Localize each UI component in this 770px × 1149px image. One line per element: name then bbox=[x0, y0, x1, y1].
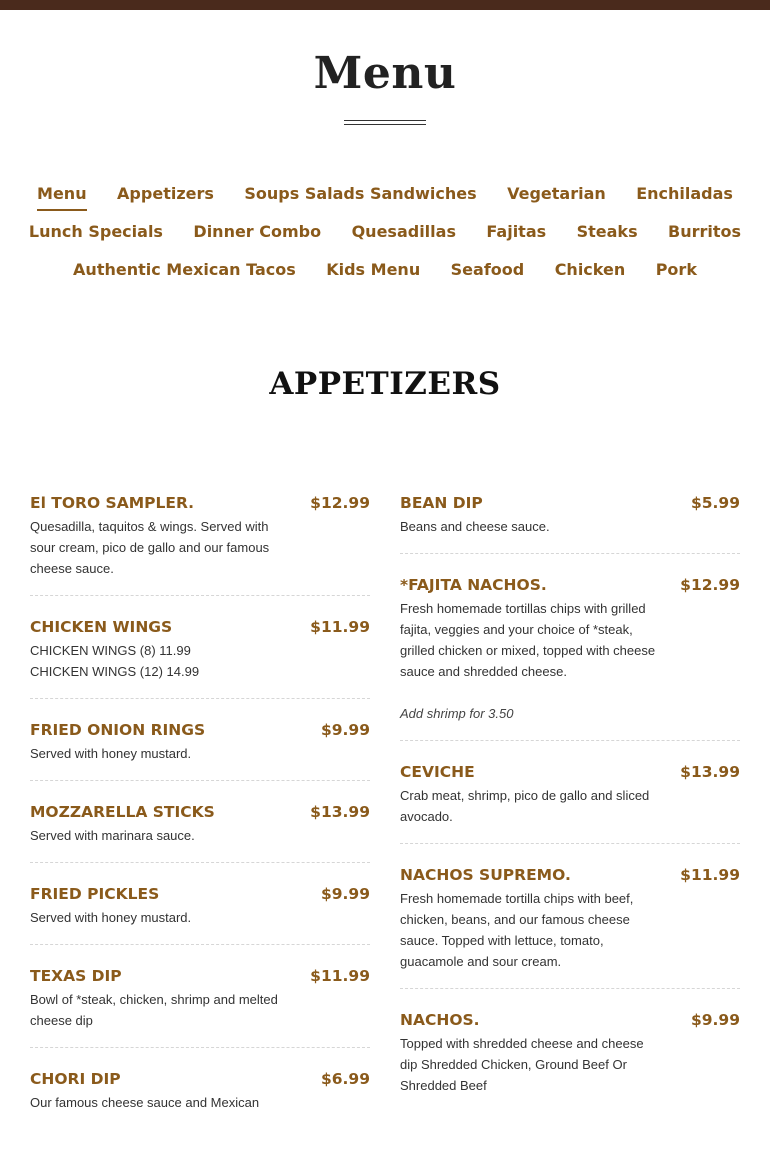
nav-item-menu[interactable]: Menu bbox=[37, 184, 87, 209]
nav-item-steaks[interactable]: Steaks bbox=[576, 222, 638, 241]
nav-item-chicken[interactable]: Chicken bbox=[554, 260, 626, 279]
menu-item bbox=[30, 883, 370, 945]
item-description: Crab meat, shrimp, pico de gallo and sliced avocado. bbox=[400, 788, 650, 824]
item-price: $11.99 bbox=[680, 866, 740, 884]
nav-item-lunch-specials[interactable]: Lunch Specials bbox=[28, 222, 163, 241]
menu-column-right bbox=[400, 492, 740, 1132]
section-title: APPETIZERS bbox=[269, 366, 501, 402]
item-price: $9.99 bbox=[320, 885, 370, 903]
nav-item-enchiladas[interactable]: Enchiladas bbox=[636, 184, 733, 203]
item-name: MOZZARELLA STICKS bbox=[30, 803, 215, 821]
item-description: Served with honey mustard. bbox=[30, 910, 192, 925]
item-description: CHICKEN WINGS (12) 14.99 bbox=[30, 664, 200, 679]
item-price: $9.99 bbox=[690, 1011, 740, 1029]
item-price: $6.99 bbox=[320, 1070, 370, 1088]
menu-category-nav bbox=[0, 184, 770, 298]
item-price: $9.99 bbox=[320, 721, 370, 739]
nav-item-authentic-mexican-tacos[interactable]: Authentic Mexican Tacos bbox=[73, 260, 296, 279]
item-name: FRIED PICKLES bbox=[30, 885, 160, 903]
nav-item-quesadillas[interactable]: Quesadillas bbox=[351, 222, 456, 241]
menu-item bbox=[400, 574, 740, 741]
item-description: Beans and cheese sauce. bbox=[400, 519, 550, 534]
menu-item bbox=[30, 719, 370, 781]
item-price: $5.99 bbox=[690, 494, 740, 512]
item-description: Served with honey mustard. bbox=[30, 746, 192, 761]
menu-item bbox=[400, 761, 740, 844]
item-description: Fresh homemade tortillas chips with grilled fajita, veggies and your choice of *steak, grilled chicken or mixed, topped with cheese sauce and shredded cheese. bbox=[400, 601, 656, 679]
nav-item-burritos[interactable]: Burritos bbox=[668, 222, 742, 241]
item-description: Served with marinara sauce. bbox=[30, 828, 195, 843]
menu-item bbox=[400, 1009, 740, 1112]
item-description: Fresh homemade tortilla chips with beef, chicken, beans, and our famous cheese sauce. Topped with lettuce, tomato, guacamole and sour cream. bbox=[400, 891, 634, 969]
nav-item-pork[interactable]: Pork bbox=[655, 260, 697, 279]
menu-column-left bbox=[30, 492, 370, 1149]
item-price: $13.99 bbox=[310, 803, 370, 821]
item-name: *FAJITA NACHOS. bbox=[400, 576, 547, 594]
item-name: NACHOS. bbox=[400, 1011, 480, 1029]
item-price: $11.99 bbox=[310, 967, 370, 985]
nav-item-kids-menu[interactable]: Kids Menu bbox=[326, 260, 421, 279]
item-description: Our famous cheese sauce and Mexican bbox=[30, 1095, 260, 1110]
item-name: NACHOS SUPREMO. bbox=[400, 866, 571, 884]
nav-row bbox=[0, 222, 770, 260]
title-divider bbox=[344, 120, 426, 125]
item-name: CEVICHE bbox=[400, 763, 475, 781]
item-name: BEAN DIP bbox=[400, 494, 483, 512]
nav-item-appetizers[interactable]: Appetizers bbox=[117, 184, 214, 203]
item-price: $13.99 bbox=[680, 763, 740, 781]
item-price: $12.99 bbox=[310, 494, 370, 512]
nav-row bbox=[0, 184, 770, 222]
top-bar bbox=[0, 0, 770, 10]
nav-item-dinner-combo[interactable]: Dinner Combo bbox=[193, 222, 322, 241]
item-name: CHORI DIP bbox=[30, 1070, 121, 1088]
item-note: Add shrimp for 3.50 bbox=[400, 706, 514, 721]
item-description: Bowl of *steak, chicken, shrimp and melted cheese dip bbox=[30, 992, 278, 1028]
item-price: $11.99 bbox=[310, 618, 370, 636]
item-description: Topped with shredded cheese and cheese dip Shredded Chicken, Ground Beef Or Shredded Beef bbox=[400, 1036, 644, 1093]
nav-row bbox=[0, 260, 770, 298]
item-name: El TORO SAMPLER. bbox=[30, 494, 195, 512]
menu-item bbox=[30, 965, 370, 1048]
menu-item bbox=[30, 616, 370, 699]
item-name: FRIED ONION RINGS bbox=[30, 721, 206, 739]
nav-item-vegetarian[interactable]: Vegetarian bbox=[507, 184, 606, 203]
menu-item bbox=[30, 801, 370, 863]
page-title: Menu bbox=[313, 48, 457, 99]
menu-item bbox=[400, 492, 740, 554]
item-description: Quesadilla, taquitos & wings. Served with sour cream, pico de gallo and our famous cheese sauce. bbox=[30, 519, 270, 576]
item-description: CHICKEN WINGS (8) 11.99 bbox=[30, 643, 191, 658]
item-name: CHICKEN WINGS bbox=[30, 618, 173, 636]
menu-item bbox=[400, 864, 740, 989]
nav-item-seafood[interactable]: Seafood bbox=[450, 260, 525, 279]
menu-item bbox=[30, 492, 370, 596]
menu-item bbox=[30, 1068, 370, 1129]
nav-item-fajitas[interactable]: Fajitas bbox=[486, 222, 547, 241]
item-name: TEXAS DIP bbox=[30, 967, 122, 985]
nav-item-soups-salads-sandwiches[interactable]: Soups Salads Sandwiches bbox=[244, 184, 477, 203]
item-price: $12.99 bbox=[680, 576, 740, 594]
